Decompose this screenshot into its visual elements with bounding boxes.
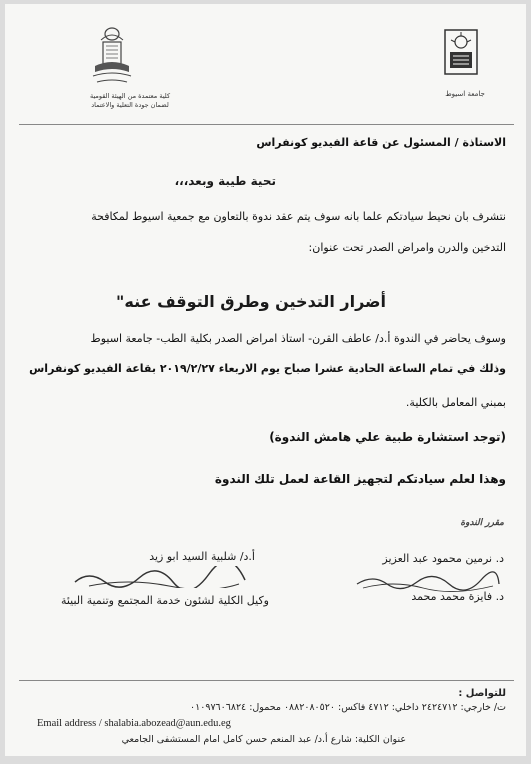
body-line-1: وسوف يحاضر في الندوة أ.د/ عاطف القرن- استاذ امراض الصدر بكلية الطب- جامعة اسيوط bbox=[90, 332, 506, 345]
organizer-name-1: د. نرمين محمود عبد العزيز bbox=[382, 552, 504, 565]
consultation-note: (توجد استشارة طبية علي هامش الندوة) bbox=[269, 430, 506, 444]
salutation: تحية طيبة وبعد،،، bbox=[174, 174, 276, 188]
university-name: جامعة اسيوط bbox=[445, 90, 485, 98]
phone-numbers: ت/ خارجي: ٢٤٢٤٧١٢ داخلي: ٤٧١٢ فاكس: ٠٨٨٢٠٨٠٥٢٠ محمول: ٠١٠٩٧٦٠٦٨٢٤ bbox=[190, 702, 506, 713]
university-logo bbox=[443, 28, 479, 76]
vice-dean-name: أ.د/ شلبية السيد ابو زيد bbox=[149, 550, 255, 563]
organizer-name-2: د. فايزة محمد محمد bbox=[411, 590, 504, 603]
intro-line-1: نتشرف بان نحيط سيادتكم علما بانه سوف يتم عقد ندوة بالتعاون مع جمعية اسيوط لمكافحة bbox=[91, 210, 506, 223]
body-line-3: بمبني المعامل بالكلية. bbox=[405, 396, 506, 409]
email-address: Email address / shalabia.abozead@aun.edu.eg bbox=[37, 718, 231, 729]
signature-scribble-right bbox=[353, 570, 503, 592]
signature-scribble-left bbox=[69, 566, 249, 588]
faculty-address: عنوان الكلية: شارع أ.د/ عبد المنعم حسن كامل امام المستشفى الجامعي bbox=[121, 734, 406, 745]
letter-page bbox=[5, 4, 526, 756]
vice-dean-title: وكيل الكلية لشئون خدمة المجتمع وتنمية البيئة bbox=[60, 594, 269, 607]
organizer-heading: مقرر الندوة bbox=[460, 518, 504, 528]
accreditation-caption bbox=[75, 92, 185, 110]
preparation-request: وهذا لعلم سيادتكم لتجهيز القاعة لعمل تلك الندوة bbox=[214, 472, 506, 486]
intro-line-2: التدخين والدرن وامراض الصدر تحت عنوان: bbox=[308, 241, 506, 254]
body-line-2: وذلك في تمام الساعة الحادية عشرا صباح يوم الاربعاء ٢٠١٩/٢/٢٧ بقاعة الفيديو كونفراس bbox=[29, 362, 506, 375]
accreditation-line-1: كلية معتمدة من الهيئة القومية bbox=[89, 92, 171, 100]
faculty-logo bbox=[87, 26, 137, 88]
seminar-title: أضرار التدخين وطرق التوقف عنه" bbox=[116, 292, 386, 311]
accreditation-line-2: لضمان جودة التعلية والاعتماد bbox=[91, 101, 169, 109]
contact-label: للتواصل : bbox=[458, 688, 506, 699]
header-divider bbox=[19, 124, 514, 125]
footer-divider bbox=[19, 680, 514, 681]
addressee: الاستاذة / المسئول عن قاعة الفيديو كونفراس bbox=[256, 136, 506, 149]
